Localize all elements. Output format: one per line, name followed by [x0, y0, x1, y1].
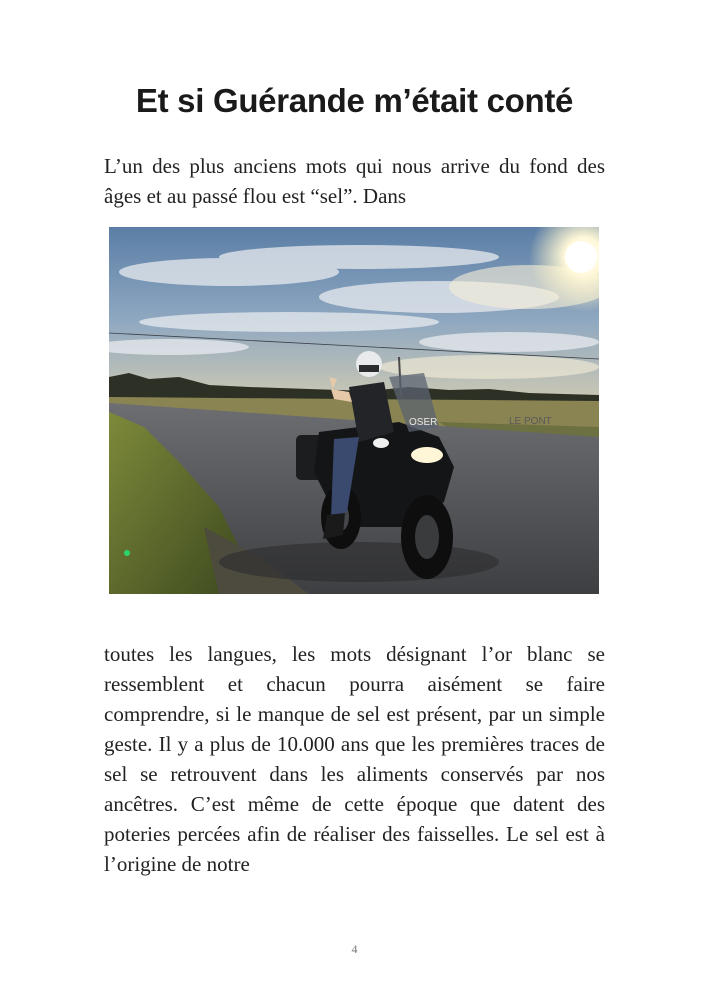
page-title: Et si Guérande m’était conté [135, 82, 574, 119]
windscreen-sticker-text: OSER [409, 417, 438, 428]
page-number: 4 [351, 942, 358, 956]
motorcycle-photo [109, 227, 599, 594]
paragraph-body: toutes les langues, les mots désignant l’or blanc se ressemblent et chacun pourra aisément se faire comprendre, si le manque de sel est présent, par un simple geste. Il y a plus de 10.000 ans que les premières traces de sel se retrouvent dans les aliments conservés par nos ancêtres. C’est même de cette époque que datent des poteries percées afin de réaliser des faisselles. Le sel est à l’origine de notre [104, 642, 605, 876]
paragraph-intro: L’un des plus anciens mots qui nous arrive du fond des âges et au passé flou est “sel”. Dans [104, 154, 605, 208]
overlay-sign-text: LE PONT [509, 416, 552, 427]
